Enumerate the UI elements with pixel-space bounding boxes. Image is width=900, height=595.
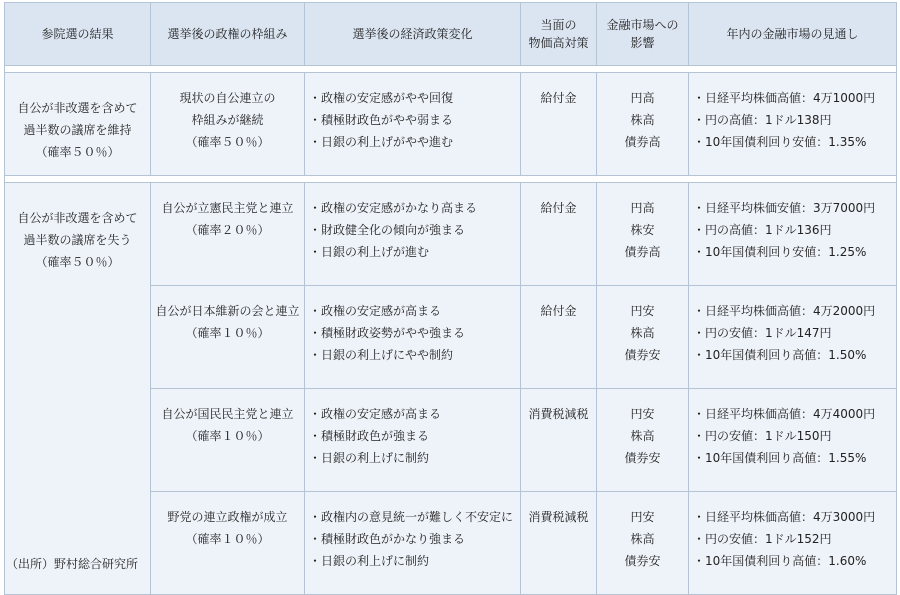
impact-block <box>597 492 688 594</box>
cell-policy <box>305 389 521 492</box>
impact-line: 株高 <box>630 429 655 443</box>
impact-line-lines <box>597 87 688 153</box>
policy-line-lines <box>305 197 520 263</box>
framework-block <box>151 286 304 388</box>
framework-line: （確率５０％） <box>185 135 270 149</box>
policy-block <box>305 492 520 594</box>
impact-line: 債券安 <box>624 348 661 362</box>
policy-line-lines <box>305 403 520 469</box>
outlook-line: ・日経平均株価高値：4万4000円 <box>693 407 876 421</box>
policy-block <box>305 389 520 491</box>
framework-line: 自公が日本維新の会と連立 <box>155 304 300 318</box>
price-value: 給付金 <box>540 201 577 215</box>
cell-price <box>521 492 597 595</box>
policy-line: ・政権の安定感が高まる <box>309 304 442 318</box>
impact-line: 債券高 <box>624 245 661 259</box>
policy-line: ・政権内の意見統一が難しく不安定に <box>309 510 514 524</box>
result-block <box>5 87 150 163</box>
price-block <box>521 492 596 594</box>
outlook-line: ・円の安値：1ドル147円 <box>693 326 832 340</box>
cell-outlook <box>689 73 897 176</box>
price-value: 給付金 <box>540 91 577 105</box>
cell-impact <box>597 286 689 389</box>
impact-line: 円安 <box>630 407 655 421</box>
policy-line: ・積極財政色がやや弱まる <box>309 113 454 127</box>
impact-block <box>597 183 688 285</box>
table-body <box>5 73 897 595</box>
cell-framework <box>151 286 305 389</box>
cell-impact <box>597 73 689 176</box>
outlook-block <box>689 492 896 594</box>
outlook-line: ・円の高値：1ドル138円 <box>693 113 832 127</box>
outlook-line: ・円の安値：1ドル150円 <box>693 429 832 443</box>
impact-line: 株高 <box>630 326 655 340</box>
impact-line-lines <box>597 300 688 366</box>
header-gap <box>5 66 897 73</box>
policy-line: ・積極財政姿勢がやや強まる <box>309 326 466 340</box>
outlook-line-lines <box>689 87 896 153</box>
result-line-lines <box>5 207 150 273</box>
cell-outlook <box>689 492 897 595</box>
header-impact-line1: 金融市場への <box>606 18 679 32</box>
result-line: （確率５０％） <box>35 145 120 159</box>
policy-line: ・日銀の利上げに制約 <box>309 554 430 568</box>
outlook-line: ・10年国債利回り高値：1.55% <box>693 451 867 465</box>
header-price <box>521 3 597 66</box>
policy-line-lines <box>305 300 520 366</box>
outlook-line: ・円の高値：1ドル136円 <box>693 223 832 237</box>
impact-line: 債券安 <box>624 554 661 568</box>
outlook-line: ・日経平均株価高値：4万2000円 <box>693 304 876 318</box>
impact-line: 債券高 <box>624 135 661 149</box>
price-value: 消費税減税 <box>528 510 589 524</box>
policy-line: ・日銀の利上げにやや制約 <box>309 348 454 362</box>
impact-line: 円安 <box>630 510 655 524</box>
header-policy: 選挙後の経済政策変化 <box>305 3 521 66</box>
outlook-line: ・10年国債利回り高値：1.60% <box>693 554 867 568</box>
cell-framework <box>151 389 305 492</box>
cell-price <box>521 183 597 286</box>
impact-block <box>597 73 688 175</box>
policy-block <box>305 73 520 175</box>
cell-impact <box>597 389 689 492</box>
impact-line: 円高 <box>630 201 655 215</box>
framework-line-lines <box>151 506 304 550</box>
header-result: 参院選の結果 <box>5 3 151 66</box>
framework-block <box>151 492 304 594</box>
policy-line: ・政権の安定感がやや回復 <box>309 91 454 105</box>
impact-line: 株高 <box>630 532 655 546</box>
cell-price <box>521 286 597 389</box>
table-row <box>5 73 897 176</box>
price-value: 給付金 <box>540 304 577 318</box>
outlook-line-lines <box>689 300 896 366</box>
cell-policy <box>305 492 521 595</box>
impact-block <box>597 389 688 491</box>
policy-line: ・日銀の利上げに制約 <box>309 451 430 465</box>
framework-line: （確率１０％） <box>185 326 270 340</box>
cell-price <box>521 389 597 492</box>
impact-block <box>597 286 688 388</box>
cell-result <box>5 73 151 176</box>
impact-line: 債券安 <box>624 451 661 465</box>
result-line: 自公が非改選を含めて <box>17 211 138 225</box>
policy-line-lines <box>305 506 520 572</box>
cell-outlook <box>689 389 897 492</box>
result-block <box>5 197 150 273</box>
cell-framework <box>151 183 305 286</box>
policy-line: ・日銀の利上げがやや進む <box>309 135 454 149</box>
outlook-line-lines <box>689 506 896 572</box>
impact-line-lines <box>597 506 688 572</box>
scenario-table <box>4 2 897 595</box>
group-gap <box>5 176 897 183</box>
policy-line: ・政権の安定感がかなり高まる <box>309 201 478 215</box>
outlook-line: ・10年国債利回り高値：1.50% <box>693 348 867 362</box>
framework-line: 自公が立憲民主党と連立 <box>161 201 294 215</box>
cell-outlook <box>689 183 897 286</box>
framework-line: 自公が国民民主党と連立 <box>161 407 294 421</box>
cell-framework <box>151 492 305 595</box>
framework-line-lines <box>151 300 304 344</box>
outlook-line: ・日経平均株価安値：3万7000円 <box>693 201 876 215</box>
policy-line: ・財政健全化の傾向が強まる <box>309 223 466 237</box>
result-line: 過半数の議席を維持 <box>23 123 132 137</box>
cell-policy <box>305 73 521 176</box>
policy-line-lines <box>305 87 520 153</box>
policy-block <box>305 286 520 388</box>
impact-line: 株安 <box>630 223 655 237</box>
header-framework: 選挙後の政権の枠組み <box>151 3 305 66</box>
outlook-line: ・円の安値：1ドル152円 <box>693 532 832 546</box>
outlook-block <box>689 286 896 388</box>
result-line: 過半数の議席を失う <box>23 233 132 247</box>
policy-line: ・積極財政色がかなり強まる <box>309 532 466 546</box>
result-line: 自公が非改選を含めて <box>17 101 138 115</box>
impact-line-lines <box>597 403 688 469</box>
header-row <box>5 3 897 66</box>
cell-impact <box>597 492 689 595</box>
group-gap-cell <box>5 176 897 183</box>
impact-line: 円高 <box>630 91 655 105</box>
header-price-line2: 物価高対策 <box>528 36 589 50</box>
framework-line: （確率１０％） <box>185 429 270 443</box>
result-line-lines <box>5 97 150 163</box>
price-block <box>521 183 596 285</box>
framework-line: 野党の連立政権が成立 <box>167 510 288 524</box>
policy-block <box>305 183 520 285</box>
policy-line: ・政権の安定感が高まる <box>309 407 442 421</box>
header-outlook: 年内の金融市場の見通し <box>689 3 897 66</box>
framework-line-lines <box>151 403 304 447</box>
price-block <box>521 286 596 388</box>
outlook-block <box>689 389 896 491</box>
cell-framework <box>151 73 305 176</box>
framework-line: （確率１０％） <box>185 532 270 546</box>
header-impact-line2: 影響 <box>630 36 655 50</box>
header-impact <box>597 3 689 66</box>
cell-outlook <box>689 286 897 389</box>
cell-price <box>521 73 597 176</box>
outlook-line-lines <box>689 197 896 263</box>
cell-policy <box>305 286 521 389</box>
price-value: 消費税減税 <box>528 407 589 421</box>
outlook-block <box>689 183 896 285</box>
price-block <box>521 389 596 491</box>
framework-block <box>151 73 304 175</box>
cell-policy <box>305 183 521 286</box>
cell-impact <box>597 183 689 286</box>
framework-line: 枠組みが継続 <box>191 113 264 127</box>
outlook-line: ・10年国債利回り安値：1.35% <box>693 135 867 149</box>
result-line: （確率５０％） <box>35 255 120 269</box>
price-block <box>521 73 596 175</box>
table-row <box>5 183 897 286</box>
impact-line: 株高 <box>630 113 655 127</box>
outlook-line: ・日経平均株価高値：4万1000円 <box>693 91 876 105</box>
framework-block <box>151 389 304 491</box>
outlook-line-lines <box>689 403 896 469</box>
framework-line-lines <box>151 87 304 153</box>
outlook-block <box>689 73 896 175</box>
framework-line: 現状の自公連立の <box>179 91 276 105</box>
policy-line: ・日銀の利上げが進む <box>309 245 430 259</box>
source-note: （出所）野村総合研究所 <box>6 557 139 571</box>
impact-line: 円安 <box>630 304 655 318</box>
outlook-line: ・日経平均株価高値：4万3000円 <box>693 510 876 524</box>
framework-line: （確率２０％） <box>185 223 270 237</box>
cell-result <box>5 183 151 595</box>
policy-line: ・積極財政色が強まる <box>309 429 430 443</box>
impact-line-lines <box>597 197 688 263</box>
framework-line-lines <box>151 197 304 241</box>
header-price-line1: 当面の <box>540 18 577 32</box>
framework-block <box>151 183 304 285</box>
outlook-line: ・10年国債利回り安値：1.25% <box>693 245 867 259</box>
